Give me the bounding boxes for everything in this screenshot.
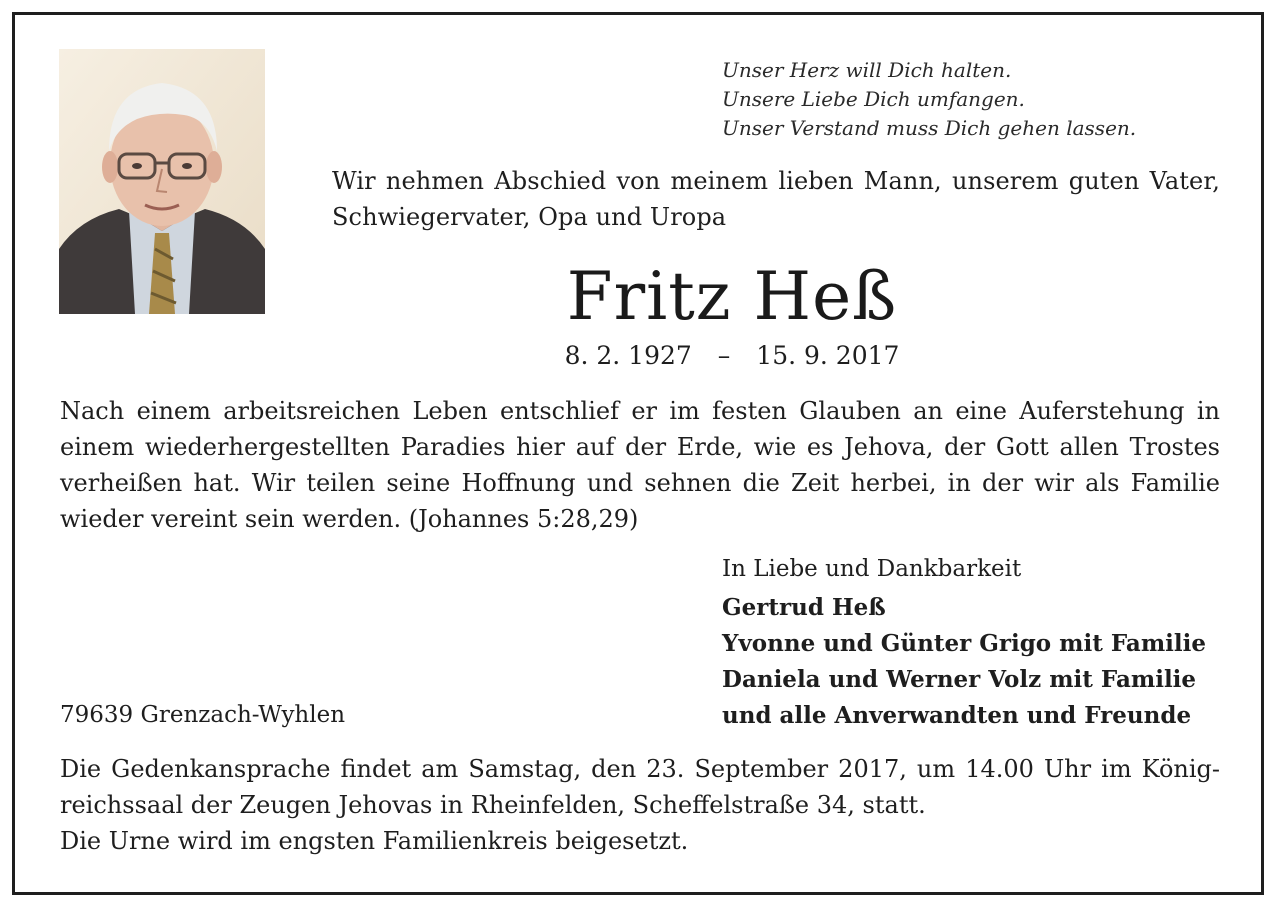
life-dates: [332, 338, 1132, 374]
location: 79639 Grenzach-Wyhlen: [60, 702, 346, 728]
poem-line: Unsere Liebe Dich umfangen.: [722, 87, 1025, 111]
death-date: 15. 9. 2017: [756, 341, 900, 370]
service-line: Die Gedenkansprache findet am Samstag, den 23. September 2017, um 14.00 Uhr im König-: [60, 755, 1220, 783]
poem: [722, 56, 1136, 143]
mourners-list: [722, 590, 1206, 734]
intro-line: Schwiegervater, Opa und Uropa: [332, 203, 727, 231]
service-line: Die Urne wird im engsten Familienkreis beigesetzt.: [60, 827, 689, 855]
poem-line: Unser Verstand muss Dich gehen lassen.: [722, 116, 1137, 140]
intro-text: [332, 163, 1220, 235]
mourner: und alle Anverwandten und Freunde: [722, 702, 1192, 729]
birth-date: 8. 2. 1927: [564, 341, 692, 370]
intro-line: Wir nehmen Abschied von meinem lieben Mann, unserem guten Vater,: [332, 167, 1220, 195]
service-line: reichssaal der Zeugen Jehovas in Rheinfelden, Scheffelstraße 34, statt.: [60, 791, 926, 819]
mourner: Daniela und Werner Volz mit Familie: [722, 666, 1197, 693]
deceased-name: Fritz Heß: [566, 258, 898, 335]
mourner: Gertrud Heß: [722, 594, 886, 621]
mourner: Yvonne und Günter Grigo mit Familie: [722, 630, 1206, 657]
obituary-text: Nach einem arbeitsreichen Leben entschlief er im festen Glauben an eine Auferstehung in einem wiederhergestellten Paradies hier auf der Erde, wie es Jehova, der Gott allen Trostes verheißen hat. Wir teilen seine Hoffnung und sehnen die Zeit herbei, in der wir als Familie wieder vereint sein werden. (Johannes 5:28,29): [60, 397, 1220, 533]
portrait-photo: [59, 49, 265, 314]
thanks-line: In Liebe und Dankbarkeit: [722, 556, 1022, 582]
service-info: [60, 751, 1220, 859]
poem-line: Unser Herz will Dich halten.: [722, 58, 1012, 82]
date-separator: –: [717, 341, 731, 370]
